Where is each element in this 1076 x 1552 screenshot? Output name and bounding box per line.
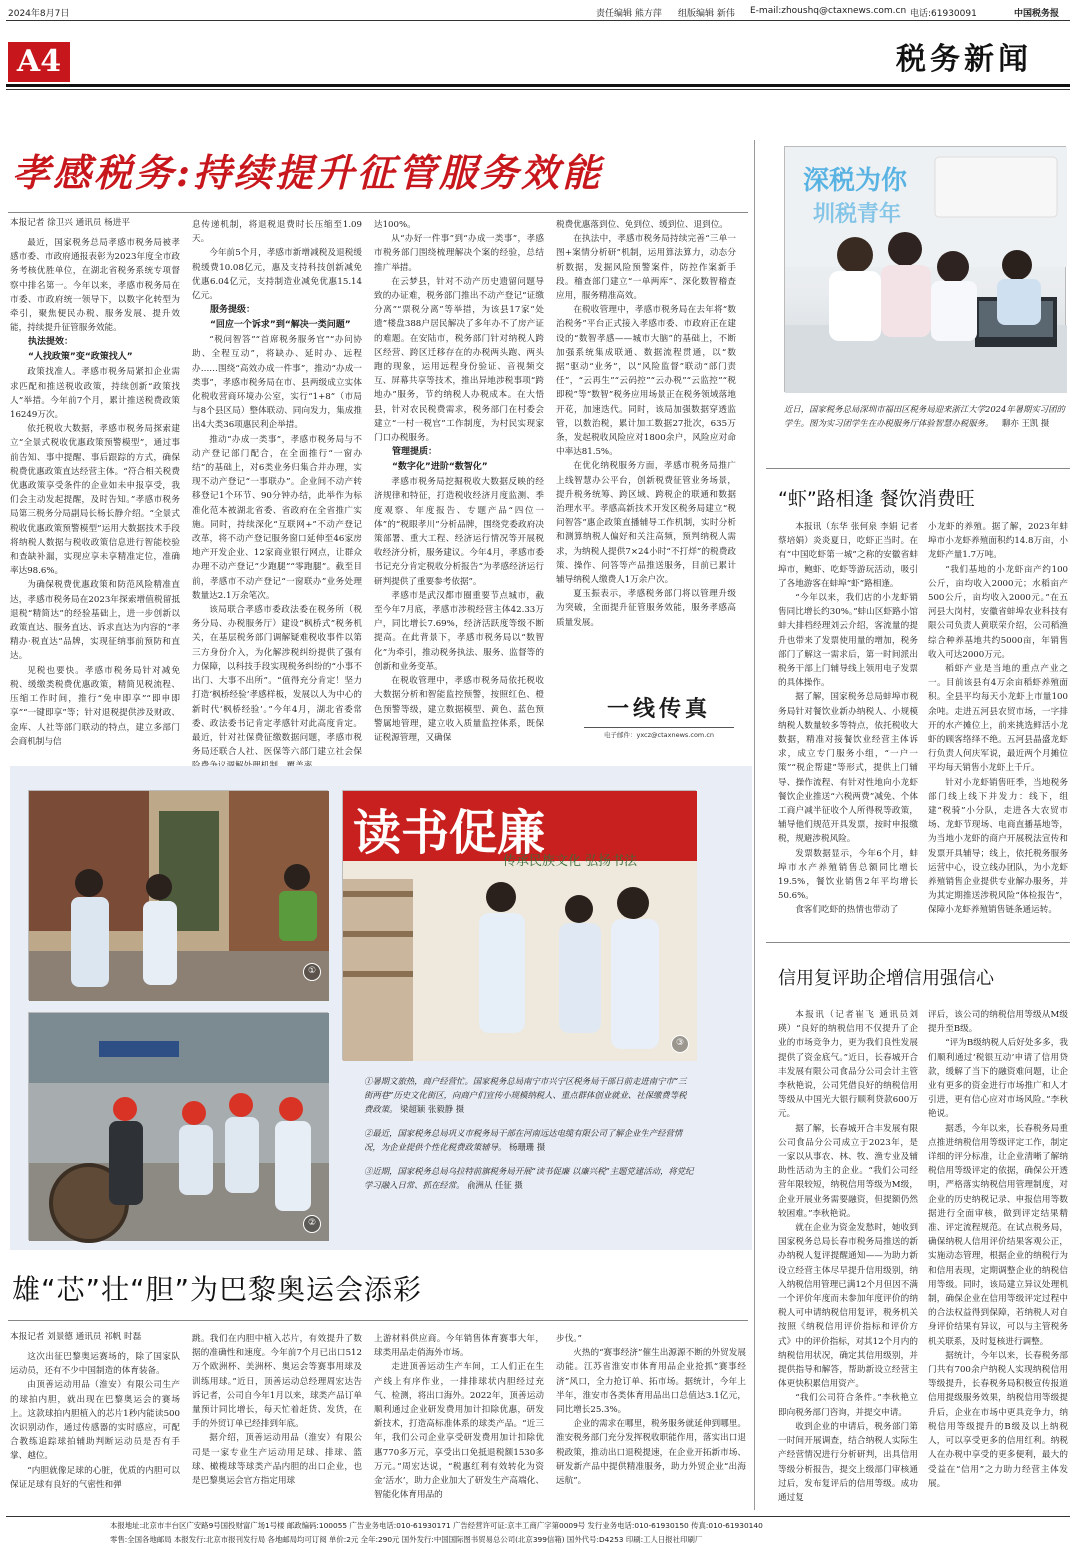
sign-text: 深税为你 bbox=[803, 166, 908, 196]
paragraph: 该局联合孝感市委政法委在税务所（税务分局、办税服务厅）建设“枫桥式”税务机关，在基层税务部门调解疑难税收事件以第三方身份介入，为化解涉税纠纷提供了强有力保障，以科技手段实现税务纠纷的“小事不出门、大事不出所”。“值得充分肯定！坚力打造‘枫桥经验’孝感样板，发展以人为中心的新时代‘枫桥经验’。”今年4月，湖北省委常委、政法委书记肯定孝感针对此高度肯定。最近，针对社保费征缴数据问题，孝感市税务局还联合人社、医保等六部门建立社会保 bbox=[192, 605, 362, 758]
article3-headline: 雄“芯”壮“胆”为巴黎奥运会添彩 bbox=[12, 1273, 423, 1306]
paragraph: 据介绍，顶善运动用品（淮安）有限公司是一家专业生产运动用足球、排球、篮球、橄榄球等球类产品内胆的出口企业，也是巴黎奥运会官方指定用球 bbox=[192, 1433, 362, 1487]
masthead-date: 2024年8月7日 bbox=[8, 9, 70, 19]
paragraph: 达100%。 bbox=[374, 220, 416, 230]
photo-1-caption bbox=[364, 1074, 694, 1116]
sidebar-photo-scene bbox=[785, 147, 1067, 393]
photo-2 bbox=[28, 1012, 328, 1240]
paragraph: 这次出征巴黎奥运赛场的，除了国家队运动员，还有不少中国制造的体育装备。 bbox=[10, 1352, 180, 1377]
article3-column-4 bbox=[556, 1332, 746, 1508]
subheading: “人找政策”变“政策找人” bbox=[28, 352, 133, 363]
caption-text: ③近期，国家税务总局乌拉特前旗税务局开展“读书促廉 以廉兴税”主题党建活动，将党纪学习融入日常、抓在经常。 bbox=[364, 1166, 694, 1190]
yixian-chuanzhen-stamp bbox=[584, 692, 734, 746]
paragraph: 企业的需求在哪里，税务服务就延伸到哪里。淮安税务部门充分发挥税收职能作用，落实出口退税政策，推动出口退税提速，在企业开拓新市场、研发新产品中提供精准服务，助力外贸企业“出海远航”。 bbox=[556, 1419, 746, 1487]
masthead-layout: 组版编辑 新伟 bbox=[678, 9, 735, 19]
photo-credit: 梁超颖 张毅静 摄 bbox=[400, 1104, 465, 1114]
article2-headline: “虾”路相逢 餐饮消费旺 bbox=[778, 488, 975, 510]
article3-rule bbox=[8, 1320, 748, 1321]
sidebar-photo bbox=[784, 146, 1066, 392]
caption-text: 近日，国家税务总局深圳市福田区税务局迎来浙江大学2024年暑期实习团的学生。图为实习团学生在办税服务厅体验智慧办税服务。 bbox=[784, 404, 1065, 428]
paragraph: “我们基地的小龙虾亩产约100公斤，亩均收入2000元；水稻亩产500公斤，亩均收入2000元。”在五河县大岗村，安徽省蚌埠农业科技有限公司负责人黄联荣介绍，公司稻渔综合种养基地共约5000亩，年销售收入可达2000万元。 bbox=[928, 564, 1068, 660]
photo-1-badge: ① bbox=[303, 963, 321, 981]
paragraph: 食客们吃虾的热情也带动了 bbox=[795, 905, 899, 916]
page-code: A4 bbox=[8, 42, 70, 82]
subheading: 服务提级： bbox=[210, 305, 256, 316]
paragraph: 孝感市税务局挖掘税收大数据反映的经济规律和特征，打造税收经济月度监测、季度观察、年度报告、专题产品“四位一体”的“税眼孝川”分析品牌，围绕党委政府决策部署、重大工程、经济运行情况等开展税收经济分析，服务建议。今年4月，孝感市委书记充分肯定税收分析报告“为孝感经济运行研判提供了重要参考依据”。 bbox=[374, 477, 544, 587]
masthead-rule bbox=[6, 20, 1070, 21]
paragraph: 从“办好一件事”到“办成一类事”，孝感市税务部门围绕梳理解决个案的经验，总结推广举措。 bbox=[374, 234, 544, 273]
article3-column-3 bbox=[374, 1332, 544, 1508]
subheading: “数字化”进阶“数智化” bbox=[392, 462, 488, 473]
stamp-title: 一线传真 bbox=[606, 696, 711, 722]
paragraph: 跳。我们在内胆中植入芯片，有效提升了数据的准确性和速度。今年前7个月已出口512万个欧洲杯、美洲杯、奥运会等赛事用球及训练用球。”近日，顶善运动总经理周宏达告诉记者，公司自今年1月以来，球类产品订单量预计同比增长，每天忙着赶货、发货，在手的外贸订单已经排到年底。 bbox=[192, 1334, 362, 1430]
paragraph: 上游材料供应商。今年销售体育赛事大年，球类用品走俏海外市场。 bbox=[374, 1334, 544, 1359]
paragraph: 在税收管理中，孝感市税务局在去年将“数治税务”平台正式接入孝感市委、市政府正在建设的“数智孝感——城市大脑”的基础上，不断加强系统集成联通、数据流程贯通，以“数据”驱动“业务”，以“风险监督”联动“部门责任”，“云再生”“云码控”“云办税”“云监控”“税即税”等“数智”税务应用场景正在税务领域落地开花，加速迭代。同时，该局加强数据穿透监管，以数治税，累计加工数据27批次，635万条，发起税收风险应对1800余户，风险应对命中率达81.5%。 bbox=[556, 305, 736, 458]
paragraph: 由顶善运动用品（淮安）有限公司生产的球拍内胆，就出现在巴黎奥运会的赛场上。这款球拍内胆植入的芯片1秒内能读500次识别动作，通过传感器的实时感应，可配合教练追踪球拍辅助判断运动员是否有手掌、越位。 bbox=[10, 1380, 180, 1462]
sidebar-photo-caption bbox=[784, 402, 1066, 430]
paragraph: 在执法中，孝感市税务局持续完善“三单一图+案情分析研”机制，运用算法算力，动态分析数据，发掘风险预警案件，防控作案新手段。稽查部门建立“一单两库”、深化数智稽查应用，服务精准高效。 bbox=[556, 234, 736, 302]
paragraph: 夏玉振表示，孝感税务部门将以管理升级为突破，全面提升征管服务效能，服务孝感高质量发展。 bbox=[556, 589, 736, 628]
paragraph: “税问智答”“首席税务服务官”“办问协助、全程互动”，将缺办、延时办、远程办……围绕“高效办成一件事”，推动“办成一类事”，孝感市税务局在市、县两级成立实体化税收营商环境办公室，实行“1+8”（市局与8个县区局）整体联动、同向发力，集成推出4大类36项惠民利企举措。 bbox=[192, 335, 362, 431]
article1-column-2 bbox=[192, 218, 362, 758]
paragraph: 就在企业为资金发愁时，她收到国家税务总局长春市税务局推送的新办纳税人复评提醒通知——为助力新设立经营主体尽早提升信用级别，纳入纳税信用管理已满12个月但因不满一个评价年度而未参加年度评价的纳税人可申请纳税信用复评，税务机关按照《纳税信用评价指标和评价方式》中的评价指标，对其12个月内的纳税信用状况，确定其信用级别，并提供指导和解答，帮助新设立经营主体更快积累信用资产。 bbox=[778, 1223, 918, 1390]
paragraph: 据统计，今年以来，长春税务部门共有700余户纳税人实现纳税信用等级提升，长春税务局积极宣传报道信用提级服务效果，纳税信用等级提升后，企业在市场中更具竞争力，纳税信用等级提升的B级及以上纳税人，可以享受更多的信用红利。纳税人在办税中享受的更多便利，最大的受益在“信用”之力助力经营主体发展。 bbox=[928, 1350, 1068, 1489]
paragraph: 为确保税费优惠政策和防范风险精准直达，孝感市税务局在2023年探索增值税留抵退税“精简达”的经验基础上，进一步创新以政策直达、服务直达、诉求直达为内容的“孝精办·税直达”品牌，实现征纳事前预防和直达。 bbox=[10, 580, 180, 662]
article3-column-2 bbox=[192, 1332, 362, 1508]
article1-column-1 bbox=[10, 236, 180, 754]
photo-credit: 聊亦 王凯 摄 bbox=[1002, 418, 1050, 428]
caption-text: ②最近，国家税务总局巩义市税务局干部在河南远达电缆有限公司了解企业生产经营情况，为企业提供个性化税费政策辅导。 bbox=[364, 1128, 683, 1152]
paragraph: 依托税收大数据，孝感市税务局探索建立“全景式税收优惠政策预警模型”，通过事前告知、事中提醒、事后跟踪的方式，确保税费优惠政策直达经营主体。“符合相关税费优惠政策享受条件的企业如未申报享受，我们会主动发起提醒，及时告知。”孝感市税务局第三税务分局副局长杨长静介绍。“全景式税收优惠政策预警模型”运用大数据技术手段将纳税人数据与税收政策信息进行智能校验和查缺补漏，实现应享未享精准定位，准确率达98.6%。 bbox=[10, 424, 180, 577]
paragraph: “评为B级纳税人后好处多多，我们顺利通过‘税银互动’申请了信用贷款，缓解了当下的融资难问题，让企业有更多的资金进行市场推广和人才引进，更有信心应对市场风险。”李秋艳说。 bbox=[928, 1038, 1068, 1120]
article1-byline: 本报记者 徐卫兴 通讯员 杨进平 bbox=[10, 218, 130, 228]
article2-column-1 bbox=[778, 520, 918, 932]
section-rule-thin bbox=[6, 89, 1070, 90]
paragraph: 今年前5个月，孝感市新增减税及退税缓税缓费10.08亿元，惠及支持科技创新减免优惠6.04亿元，支持制造业减免优惠15.14亿元。 bbox=[192, 248, 362, 302]
photo-captions bbox=[364, 1074, 694, 1192]
article1-headline: 孝感税务:持续提升征管服务效能 bbox=[12, 150, 604, 195]
article1-column-4 bbox=[556, 218, 736, 663]
photo-credit: 杨珊珊 摄 bbox=[509, 1142, 546, 1152]
footer-line-2: 零售:全国各地邮局 本报发行:北京市报刊发行局 各地邮局均可订阅 单价:2元 全年:290元 国外发行:中国国际图书贸易总公司(北京399信箱) 国外代号:D4253 印刷:工人日报社印刷厂 bbox=[110, 1535, 703, 1544]
photo-3 bbox=[342, 790, 696, 1060]
masthead-email: E-mail:zhoushq@ctaxnews.com.cn bbox=[750, 6, 907, 16]
footer-line-1: 本报地址:北京市丰台区广安路9号国投财富广场1号楼 邮政编码:100055 广告业务电话:010-61930171 广告经营许可证:京丰工商广字第0009号 发行业务电话:010-61930150 传真:010-61930140 bbox=[110, 1521, 763, 1530]
section-rule-thick bbox=[6, 84, 1070, 87]
column-divider bbox=[754, 140, 755, 1510]
subheading: 执法提效： bbox=[28, 337, 74, 348]
article1-column-3 bbox=[374, 218, 544, 754]
sidebar-rule bbox=[766, 468, 1070, 469]
paragraph: 发票数据显示，今年6个月，蚌埠市水产养殖销售总额同比增长19.5%，餐饮业销售2年平均增长50.6%。 bbox=[778, 848, 918, 902]
section-title: 税务新闻 bbox=[896, 42, 1032, 77]
paragraph: “内胆就像足球的心脏，优质的内胆可以保证足球有良好的气密性和弹 bbox=[10, 1465, 180, 1490]
paragraph: 小龙虾的养殖。据了解，2023年蚌埠市小龙虾养殖面积约14.8万亩，小龙虾产量1.7万吨。 bbox=[928, 522, 1068, 561]
photo-2-badge: ② bbox=[303, 1215, 321, 1233]
article3-column-1 bbox=[10, 1350, 180, 1508]
article1-rule bbox=[8, 212, 748, 213]
footer-rule bbox=[6, 1516, 1070, 1517]
photo-credit: 俞洲从 任征 摄 bbox=[467, 1180, 523, 1190]
photo-3-caption bbox=[364, 1164, 694, 1192]
photo-3-banner: 传承民族文化 弘扬书法 bbox=[503, 854, 638, 869]
subheading: “回应一个诉求”到“解决一类问题” bbox=[210, 320, 351, 331]
article4-column-2 bbox=[928, 1008, 1068, 1508]
paragraph: 最近，国家税务总局孝感市税务局被孝感市委、市政府通报表彰为2023年度全市政务考核优胜单位，在湖北省税务系统专项督察中排名第一。今年以来，孝感市税务局在市委、市政府统一领导下，以数字化转型为牵引，聚焦便民办税、服务发展、提升效能，持续提升征管服务效能。 bbox=[10, 238, 180, 334]
paragraph: 息传递机制，将退税退费时长压缩至1.09天。 bbox=[192, 220, 362, 245]
masthead-paper: 中国税务报 bbox=[1014, 9, 1060, 19]
paragraph: 本报讯（记者崔飞 通讯员刘瑛）“良好的纳税信用不仅提升了企业的市场竞争力，更为我们良性发展提供了资金底气。”近日，长春城开合丰发展有限公司食品分公司会计主管李秋艳说，公司凭借良好的纳税信用等级从中国光大银行顺利贷款600万元。 bbox=[778, 1010, 918, 1120]
caption-text: ①暑期文旅热，商户经营忙。国家税务总局南宁市兴宁区税务局干部日前走进南宁市“三街两巷”历史文化街区，向商户们宣传小规模纳税人、重点群体创业就业、社保缴费等税费政策。 bbox=[364, 1076, 687, 1114]
stamp-contact: 电子邮件：yxcz@ctaxnews.com.cn bbox=[584, 727, 734, 739]
paragraph: 税费优惠落到位、免到位、缓到位、退到位。 bbox=[556, 220, 728, 230]
paragraph: 见税也要快。孝感市税务局针对减免税、缓缴类税费优惠政策，精简见税流程、压缩工作时间，推行“免申即享”“即申即享”“一键即享”等；针对退税提供涉及财政、金库、人社等部门联动的特点，建立多部门会商机制与信 bbox=[10, 665, 180, 747]
sign-text-2: 圳税青年 bbox=[813, 201, 902, 227]
paragraph: 在优化纳税服务方面，孝感市税务局推广上线智慧办公平台，创新税费征管业务场景，提升税务统筹、跨区域、跨税企的联通和数据治理水平。孝感高新技术开发区税务局建立“税问智答”惠企政策直播辅导工作机制，实时分析和测算纳税人偏好和关注高频，预判纳税人需求，为纳税人提供7×24小时“不打烊”的税费政策、操作、问答等产品推送服务，目前已累计辅导纳税人缴费人1万余户次。 bbox=[556, 461, 736, 586]
paragraph: 步伐。” bbox=[556, 1334, 582, 1344]
paragraph: 稻虾产业是当地的重点产业之一。目前该县有4万余亩稻虾养殖面积。全县平均每天小龙虾上市量100余吨。走进五河县农贸市场，一字排开的水产摊位上，前来挑选鲜活小龙虾的顾客络绎不绝。五河县晶盛龙虾行负责人何庆军说，最近两个月摊位平均每天销售小龙虾上千斤。 bbox=[928, 664, 1068, 774]
paragraph: 据悉，今年以来，长春税务局重点推进纳税信用等级评定工作，制定详细的评分标准，让企业清晰了解纳税信用等级评定的依据，确保公开透明，严格落实纳税信用管理制度，对企业的历史纳税记录、申报信用等数据进行全面审核，做到评定结果精准、评定流程规范。在试点税务局，确保纳税人信用评价结果客观公正，实施动态管理，根据企业的纳税行为和信用表现，定期调整企业的纳税信用等级。同时，该局建立异议处理机制，确保企业在信用等级评定过程中的合法权益得到保障，若纳税人对自身评价结果有异议，可以与主管税务机关联系，及时复核进行调整。 bbox=[928, 1123, 1068, 1347]
photo-3-sign: 读书促廉 bbox=[353, 805, 546, 861]
paragraph: 在税收管理中，孝感市税务局依托税收大数据分析和智能监控预警，按照红色、橙色预警等级，建立数据模型、黄色、蓝色预警属地管理，建立收入质量监控体系，既保证税源管理，又确保 bbox=[374, 676, 544, 743]
paragraph: 火热的“赛事经济”催生出源源不断的外贸发展动能。江苏省淮安市体育用品企业抢抓“赛事经济”风口，全力抢订单、拓市场。据统计，今年上半年，淮安市各类体育用品出口总值达3.1亿元，同比增长25.3%。 bbox=[556, 1348, 746, 1416]
paragraph: 本报讯（东华 张何泉 李娟 记者蔡培娟）炎炎夏日，吃虾正当时。在有“中国吃虾第一城”之称的安徽省蚌埠市，鲍虾、吃虾等游玩活动，吸引了各地游客在蚌埠“虾”路相逢。 bbox=[778, 522, 918, 589]
photo-3-badge: ③ bbox=[671, 1035, 689, 1053]
paragraph: “今年以来，我们店的小龙虾销售同比增长约30%。”蚌山区虾路小馆蚌大排档经理刘云介绍，客流量的提升也带来了发票使用量的增加，税务部门了解这一需求后，第一时间派出税务干部上门辅导线上领用电子发票的具体操作。 bbox=[778, 593, 918, 689]
paragraph: 据了解，国家税务总局蚌埠市税务局针对餐饮业新办纳税人、小规模纳税人数量较多等特点，依托税收大数据，精准对接餐饮业经营主体诉求，成立专门服务小组，“一户一策”“税企帮建”等形式，提供上门辅导、操作流程、有针对性地向小龙虾餐饮企业推送“六税两费”减免、个体工商户减半征收个人所得税等政策，辅导他们规范开具发票，按时申报缴税，规避涉税风险。 bbox=[778, 692, 918, 845]
sidebar-rule-2 bbox=[766, 942, 1070, 943]
paragraph: 收到企业的申请后，税务部门第一时间开展调查，结合纳税人实际生产经营情况进行分析研判，出具信用等级分析报告，提交上级部门审核通过后，发布复评后的信用等级。成功通过复 bbox=[778, 1421, 918, 1503]
subheading: 管理提质： bbox=[392, 447, 438, 458]
photo-2-caption bbox=[364, 1126, 694, 1154]
photo-1 bbox=[28, 790, 328, 1000]
paragraph: 评后，该公司的纳税信用等级从M级提升至B级。 bbox=[928, 1010, 1068, 1035]
article3-byline: 本报记者 刘景德 通讯员 祁帆 时磊 bbox=[10, 1332, 142, 1342]
article2-column-2 bbox=[928, 520, 1068, 932]
paragraph: 推动“办成一类事”，孝感市税务局与不动产登记部门配合，在全面推行“一窗办结”的基础上，对6类业务归集合并办理，实现不动产登记“一事联办”。企业间不动产转移登记1个环节、90分钟办结，此举作为标准化范本被湖北省委、省政府在全省推广实施。同时，持续深化“互联网+”不动产登记改革，将不动产登记服务窗口延伸至46家房地产开发企业、12家商业银行网点，让群众办理不动产登记“少跑腿”“零跑腿”。截至目前，孝感市不动产登记“一窗联办”业务处理数量达2.1万余笔次。 bbox=[192, 434, 362, 601]
paragraph: 孝感市是武汉都市圈重要节点城市，截至今年7月底，孝感市涉税经营主体42.33万户，同比增长7.69%，经济活跃度等级不断提高。在此背景下，孝感市税务局以“数智化”为牵引，推动税务执法、服务、监督等的创新和业务变革。 bbox=[374, 590, 544, 672]
article4-headline: 信用复评助企增信用强信心 bbox=[778, 968, 994, 989]
masthead-phone: 电话:61930091 bbox=[910, 9, 977, 19]
article4-column-1 bbox=[778, 1008, 918, 1508]
paragraph: 走进顶善运动生产车间，工人们正在生产线上有序作业，一排排球状内胆经过充气、检测，将出口海外。2022年，顶善运动顺利通过企业研发费用加计扣除优惠，研发新技术，打造高标准体系的球类产品。“近三年，我们公司企业享受研发费用加计扣除优惠770多万元，享受出口免抵退税额1530多万元。”周宏达说，“税惠红利有效转化为资金‘活水’，助力企业加大了研发生产高端化、智能化体育用品的 bbox=[374, 1362, 544, 1501]
paragraph: 在云梦县，针对不动产历史遗留问题导致的办证难，税务部门推出不动产登记“证缴分离”“票税分离”等举措，为该县17家“处遗”楼盘388户居民解决了多年办不了房产证的难题。在安陆市，税务部门针对纳税人跨区经营、跨区迁移存在的办税两头跑、两头跑的现象，运用远程身份验证、音视频交互、屏幕共享等技术，推出异地涉税事项“跨地办”服务，节约纳税人办税成本。在大悟县，针对农民税费需求，税务部门在村委会建立“一村一税官”工作制度，为村民实现家门口办税服务。 bbox=[374, 276, 544, 444]
paragraph: 针对小龙虾销售旺季，当地税务部门线上线下并发力：线下，组建“税骑”小分队，走进各大农贸市场、龙虾节现场、电商直播基地等，为当地小龙虾的商户开展税法宣传和发票开具辅导；线上，依托税务服务运营中心，设立线办团队，为小龙虾养殖销售企业提供专业解办服务，并为其定期推送涉税风险“体检报告”，保障小龙虾养殖销售链条通运转。 bbox=[928, 777, 1068, 916]
paragraph: “我们公司符合条件。”李秋艳立即向税务部门咨询，并提交申请。 bbox=[778, 1393, 918, 1418]
masthead-editor: 责任编辑 熊方萍 bbox=[596, 9, 662, 19]
paragraph: 据了解，长春城开合丰发展有限公司食品分公司成立于2023年，是一家以从事农、林、牧、渔专业及辅助性活动为主的企业。“我们公司经营年限较短，纳税信用等级为M级，企业开展业务需要融资，但提额仍然较困难。”李秋艳说。 bbox=[778, 1123, 918, 1219]
paragraph: 政策找准人。孝感市税务局紧扣企业需求匹配和推送税收政策，持续创新“政策找人”举措。今年前7个月，累计推送税费政策16249万次。 bbox=[10, 367, 180, 421]
